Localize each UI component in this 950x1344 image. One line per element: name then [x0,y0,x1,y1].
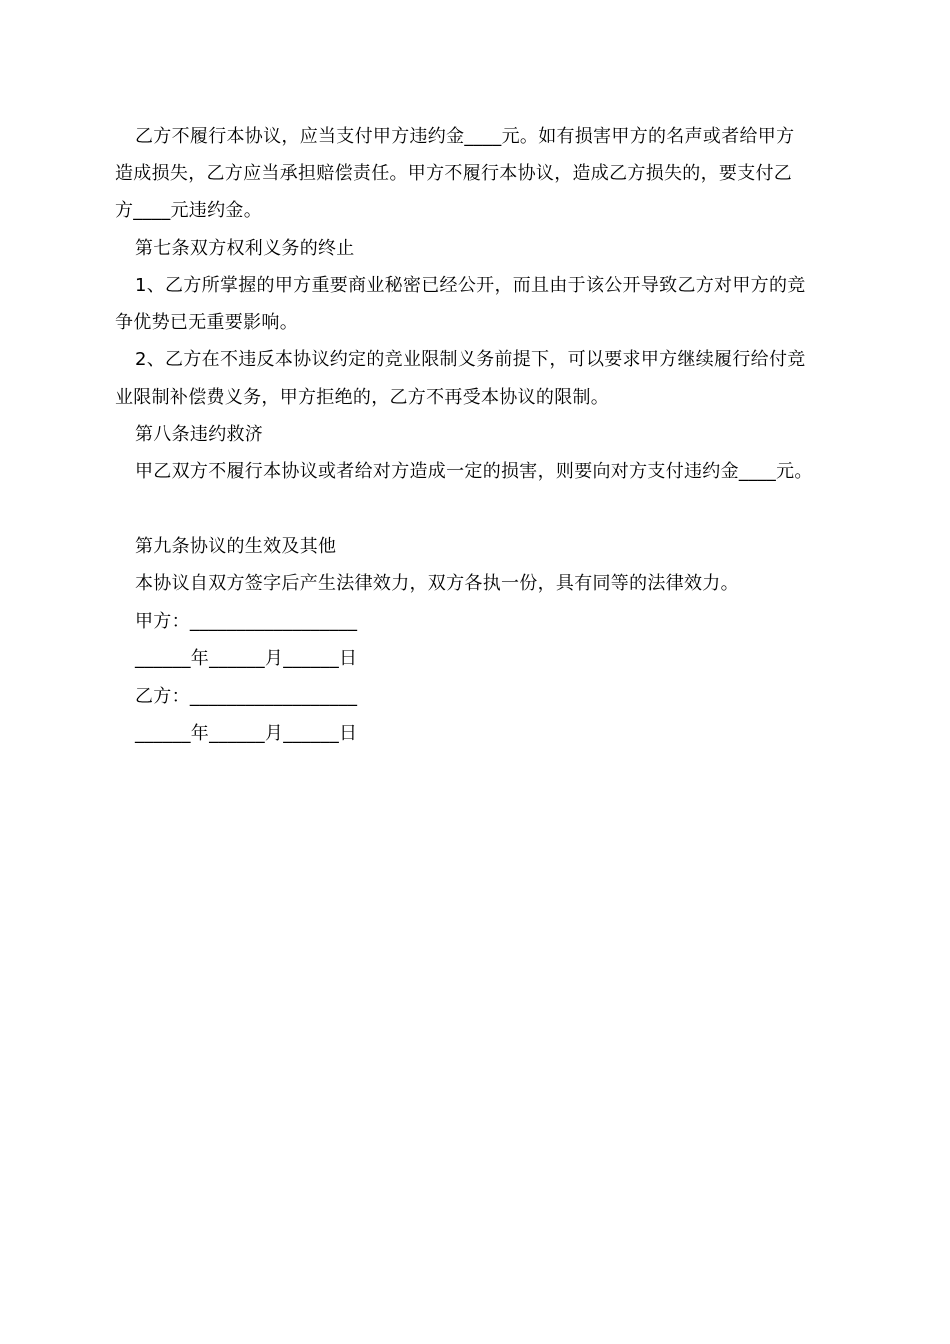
signature-party-a: 甲方：__________________ [135,611,358,632]
section-heading: 第九条协议的生效及其他 [135,536,337,557]
paragraph-line: 造成损失，乙方应当承担赔偿责任。甲方不履行本协议，造成乙方损失的，要支付乙 [115,163,793,184]
paragraph-line: 1、乙方所掌握的甲方重要商业秘密已经公开，而且由于该公开导致乙方对甲方的竞 [135,275,806,296]
paragraph-line: 争优势已无重要影响。 [115,312,298,333]
paragraph-line: 方____元违约金。 [115,200,262,221]
section-heading: 第七条双方权利义务的终止 [135,238,355,259]
signature-party-b: 乙方：__________________ [135,686,358,707]
paragraph-line: 本协议自双方签字后产生法律效力，双方各执一份，具有同等的法律效力。 [135,573,739,594]
section-heading: 第八条违约救济 [135,424,264,445]
signature-date-b: ______年______月______日 [135,723,358,744]
paragraph-line: 甲乙双方不履行本协议或者给对方造成一定的损害，则要向对方支付违约金____元。 [135,461,813,482]
paragraph-line: 2、乙方在不违反本协议约定的竞业限制义务前提下，可以要求甲方继续履行给付竞 [135,349,806,370]
signature-date-a: ______年______月______日 [135,648,358,669]
paragraph-line: 乙方不履行本协议，应当支付甲方违约金____元。如有损害甲方的名声或者给甲方 [135,126,795,147]
paragraph-line: 业限制补偿费义务，甲方拒绝的，乙方不再受本协议的限制。 [115,387,610,408]
